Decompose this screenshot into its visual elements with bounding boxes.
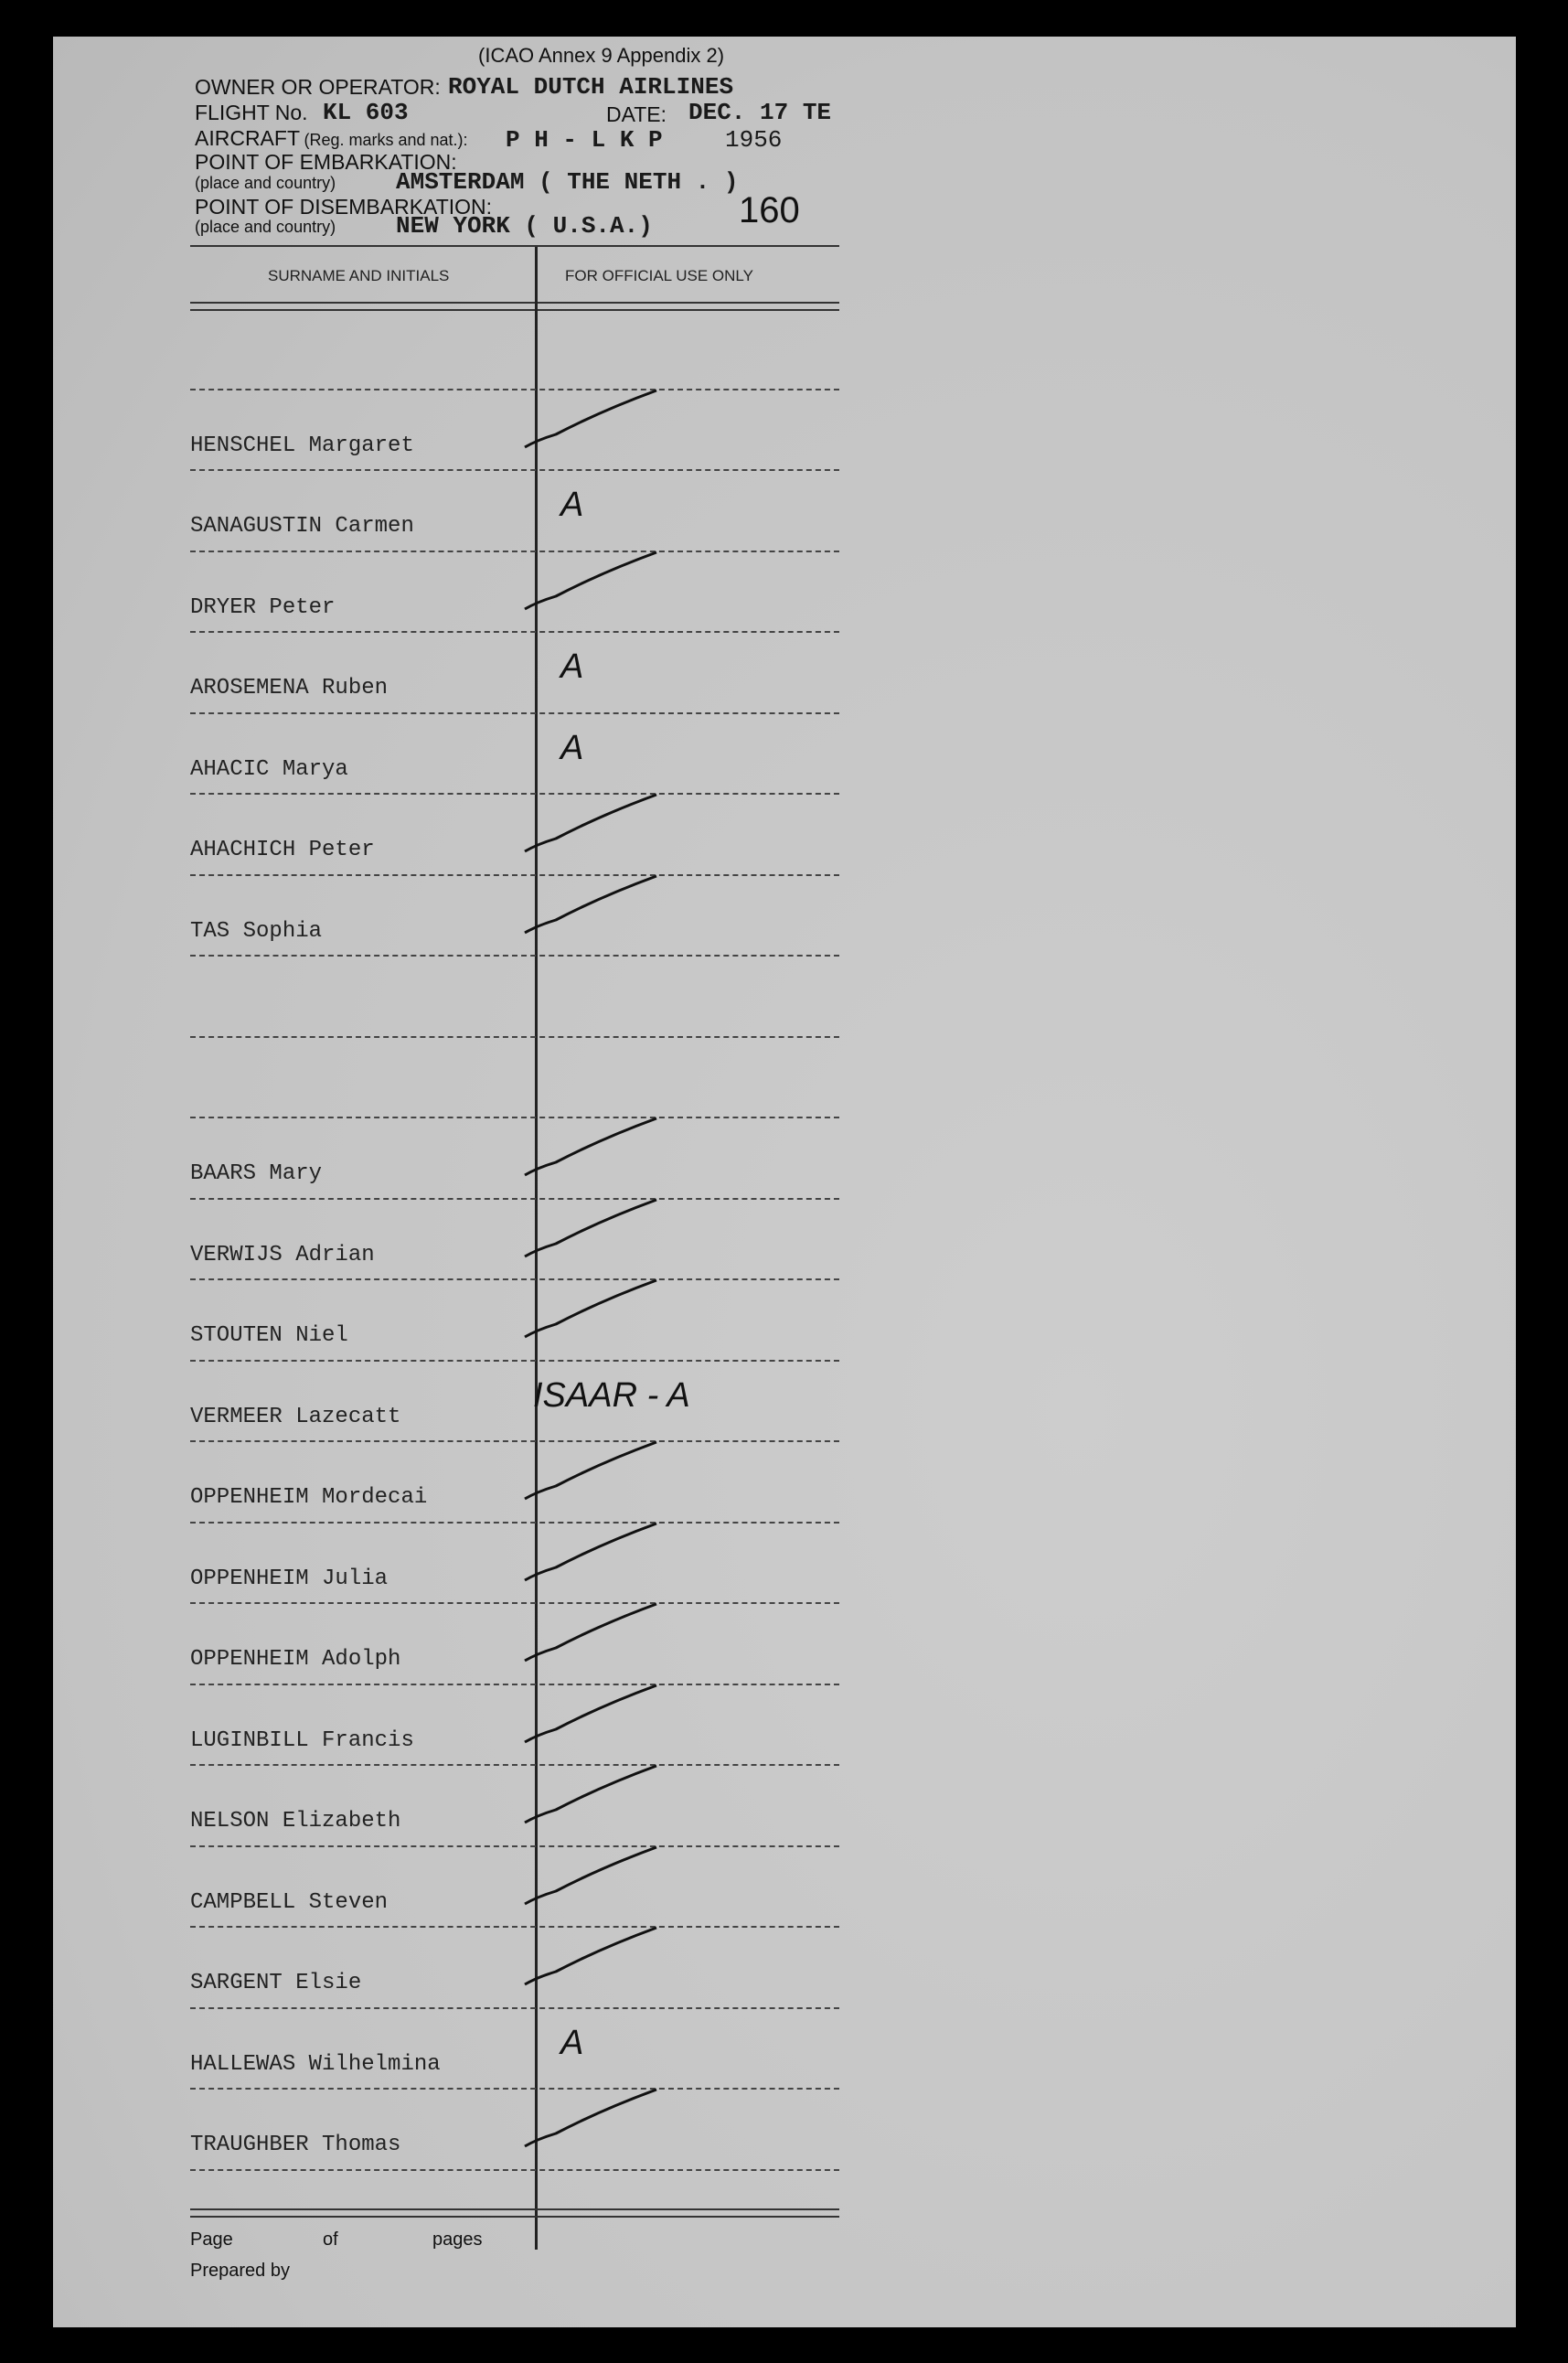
official-check-mark — [519, 1273, 666, 1346]
official-annotation: A — [560, 728, 584, 767]
passenger-row — [190, 392, 839, 473]
footer-pages-label: pages — [432, 2229, 483, 2250]
check-stroke — [525, 795, 656, 851]
row-rule — [190, 874, 839, 876]
manifest-page — [53, 37, 1516, 2327]
check-stroke — [525, 1200, 656, 1256]
passenger-name: DRYER Peter — [190, 594, 336, 620]
check-stroke — [525, 1766, 656, 1823]
row-rule — [190, 2007, 839, 2009]
row-rule — [190, 955, 839, 957]
passenger-row — [190, 2091, 839, 2172]
passenger-name: VERWIJS Adrian — [190, 1242, 375, 1267]
embarkation-label: POINT OF EMBARKATION: — [195, 150, 457, 174]
official-annotation: A — [560, 2023, 584, 2062]
passenger-row — [190, 635, 839, 715]
row-rule — [190, 1440, 839, 1442]
passenger-name: TRAUGHBER Thomas — [190, 2133, 401, 2157]
flight-value: KL 603 — [323, 99, 409, 126]
official-check-mark — [519, 1597, 666, 1670]
form-reference: (ICAO Annex 9 Appendix 2) — [478, 44, 725, 67]
header-top-rule — [190, 245, 839, 247]
check-stroke — [525, 552, 656, 609]
official-check-mark — [519, 545, 666, 618]
passenger-name: SARGENT Elsie — [190, 1971, 362, 1995]
passenger-name: AHACHICH Peter — [190, 838, 375, 862]
passenger-name: OPPENHEIM Adolph — [190, 1647, 401, 1672]
date-label: DATE: — [606, 102, 667, 126]
stamp-number: 160 — [739, 190, 800, 230]
passenger-row — [190, 1202, 839, 1282]
official-check-mark — [519, 869, 666, 942]
embarkation-value: AMSTERDAM ( THE NETH . ) — [396, 168, 739, 196]
passenger-row — [190, 1040, 839, 1120]
col-head-surname: SURNAME AND INITIALS — [268, 267, 450, 284]
official-check-mark — [519, 1840, 666, 1913]
check-stroke — [525, 1847, 656, 1904]
passenger-name: OPPENHEIM Julia — [190, 1566, 389, 1591]
passenger-row — [190, 878, 839, 958]
official-annotation: A — [560, 486, 584, 524]
row-rule — [190, 1278, 839, 1280]
aircraft-year: 1956 — [725, 126, 783, 154]
passenger-name: AHACIC Marya — [190, 756, 348, 782]
row-rule — [190, 712, 839, 714]
passenger-row — [190, 1444, 839, 1524]
footer-prepared-by: Prepared by — [190, 2261, 290, 2281]
row-rule — [190, 2088, 839, 2090]
official-check-mark — [519, 1111, 666, 1184]
row-rule — [190, 1360, 839, 1362]
check-stroke — [525, 1604, 656, 1661]
passenger-row — [190, 1930, 839, 2010]
check-stroke — [525, 2090, 656, 2146]
official-check-mark — [519, 1920, 666, 1994]
passenger-row — [190, 1768, 839, 1848]
passenger-row — [190, 1363, 839, 1444]
passenger-row — [190, 311, 839, 391]
row-rule — [190, 1198, 839, 1200]
check-stroke — [525, 1280, 656, 1337]
passenger-row — [190, 1606, 839, 1686]
row-rule — [190, 2169, 839, 2171]
official-check-mark — [519, 1759, 666, 1832]
row-rule — [190, 1602, 839, 1604]
disembarkation-value: NEW YORK ( U.S.A.) — [396, 212, 653, 240]
footer-of-label: of — [323, 2229, 338, 2250]
passenger-row — [190, 716, 839, 797]
row-rule — [190, 1684, 839, 1685]
aircraft-value: P H - L K P — [506, 126, 663, 154]
disembarkation-sublabel: (place and country) — [195, 218, 336, 236]
passenger-row — [190, 473, 839, 553]
check-stroke — [525, 876, 656, 933]
check-stroke — [525, 1928, 656, 1984]
official-check-mark — [519, 1192, 666, 1266]
footer-double-rule — [190, 2208, 839, 2218]
row-rule — [190, 1764, 839, 1766]
check-stroke — [525, 1524, 656, 1580]
footer-page-label: Page — [190, 2229, 233, 2250]
passenger-name: AROSEMENA Ruben — [190, 676, 389, 700]
passenger-row — [190, 554, 839, 635]
passenger-row — [190, 797, 839, 877]
passenger-name: LUGINBILL Francis — [190, 1727, 414, 1753]
check-stroke — [525, 1685, 656, 1742]
official-annotation: A — [560, 647, 584, 686]
date-value: DEC. 17 TE — [688, 99, 832, 126]
row-rule — [190, 469, 839, 471]
check-stroke — [525, 1118, 656, 1175]
row-rule — [190, 793, 839, 795]
passenger-row — [190, 1849, 839, 1930]
passenger-row — [190, 958, 839, 1039]
row-rule — [190, 551, 839, 552]
row-rule — [190, 631, 839, 633]
row-rule — [190, 1845, 839, 1847]
official-check-mark — [519, 787, 666, 861]
official-check-mark — [519, 1516, 666, 1589]
passenger-row — [190, 2011, 839, 2091]
check-stroke — [525, 390, 656, 447]
passenger-row — [190, 1282, 839, 1363]
aircraft-sublabel: (Reg. marks and nat.): — [304, 131, 468, 149]
passenger-row — [190, 1120, 839, 1201]
official-check-mark — [519, 1678, 666, 1751]
row-rule — [190, 389, 839, 390]
passenger-name: SANAGUSTIN Carmen — [190, 514, 414, 539]
owner-value: ROYAL DUTCH AIRLINES — [448, 73, 734, 101]
passenger-name: CAMPBELL Steven — [190, 1889, 389, 1915]
col-head-official: FOR OFFICIAL USE ONLY — [565, 267, 753, 284]
disembarkation-label: POINT OF DISEMBARKATION: — [195, 195, 493, 219]
owner-label: OWNER OR OPERATOR: — [195, 75, 441, 99]
passenger-name: HALLEWAS Wilhelmina — [190, 2051, 441, 2077]
flight-label: FLIGHT No. — [195, 101, 308, 124]
check-stroke — [525, 1442, 656, 1499]
official-check-mark — [519, 383, 666, 456]
aircraft-label: AIRCRAFT — [195, 126, 300, 150]
row-rule — [190, 1926, 839, 1928]
row-rule — [190, 1522, 839, 1524]
header-double-rule — [190, 302, 839, 311]
passenger-name: HENSCHEL Margaret — [190, 433, 414, 458]
official-annotation: ISAAR - A — [533, 1375, 690, 1415]
passenger-name: BAARS Mary — [190, 1161, 323, 1186]
official-check-mark — [519, 1435, 666, 1508]
embarkation-sublabel: (place and country) — [195, 174, 336, 192]
passenger-name: TAS Sophia — [190, 918, 323, 944]
passenger-row — [190, 1525, 839, 1606]
official-check-mark — [519, 2082, 666, 2155]
passenger-name: STOUTEN Niel — [190, 1323, 348, 1348]
passenger-name: NELSON Elizabeth — [190, 1809, 401, 1834]
passenger-row — [190, 1687, 839, 1768]
aircraft-label-group — [195, 126, 468, 151]
row-rule — [190, 1036, 839, 1038]
row-rule — [190, 1117, 839, 1118]
passenger-name: OPPENHEIM Mordecai — [190, 1485, 428, 1510]
passenger-name: VERMEER Lazecatt — [190, 1404, 401, 1429]
